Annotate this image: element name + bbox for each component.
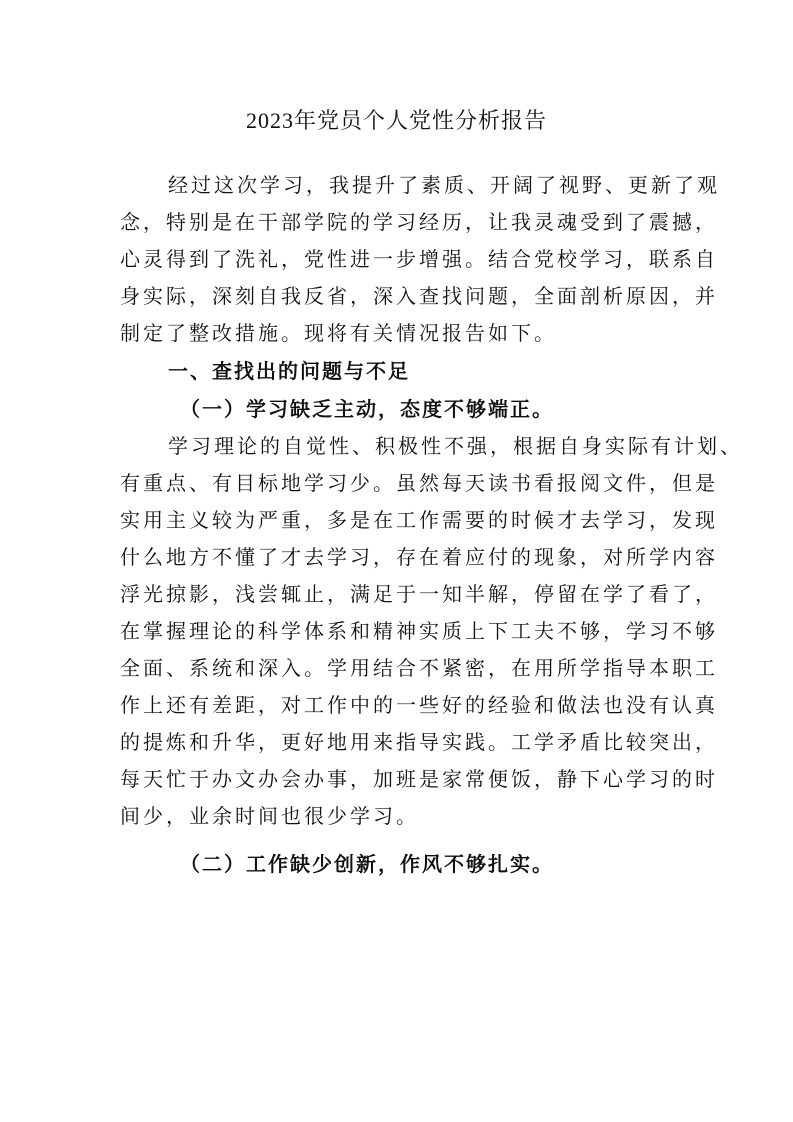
text-line: 作上还有差距，对工作中的一些好的经验和做法也没有认真 bbox=[120, 695, 718, 717]
text-line: 的提炼和升华，更好地用来指导实践。工学矛盾比较突出， bbox=[120, 732, 718, 754]
spacer bbox=[120, 836, 672, 846]
paragraph bbox=[120, 168, 720, 353]
text-line: 在掌握理论的科学体系和精神实质上下工夫不够，学习不够 bbox=[120, 621, 718, 643]
text-line: 学习理论的自觉性、积极性不强，根据自身实际有计划、 bbox=[168, 436, 743, 458]
text-line: 一、查找出的问题与不足 bbox=[168, 361, 410, 383]
document-body bbox=[120, 168, 743, 884]
section-heading bbox=[120, 353, 672, 391]
text-line: 心灵得到了洗礼，党性进一步增强。结合党校学习，联系自 bbox=[120, 249, 718, 271]
text-line: 全面、系统和深入。学用结合不紧密，在用所学指导本职工 bbox=[120, 658, 718, 680]
text-line: （一）学习缺乏主动，态度不够端正。 bbox=[180, 399, 554, 421]
text-line: 有重点、有目标地学习少。虽然每天读书看报阅文件，但是 bbox=[120, 473, 718, 495]
text-line: 每天忙于办文办会办事，加班是家常便饭，静下心学习的时 bbox=[120, 769, 718, 791]
subsection-heading bbox=[120, 391, 672, 429]
text-line: 间少，业余时间也很少学习。 bbox=[120, 806, 419, 828]
text-line: （二）工作缺少创新，作风不够扎实。 bbox=[180, 854, 554, 876]
text-line: 实用主义较为严重，多是在工作需要的时候才去学习，发现 bbox=[120, 510, 718, 532]
text-line: 念，特别是在干部学院的学习经历，让我灵魂受到了震撼， bbox=[120, 212, 718, 234]
text-line: 经过这次学习，我提升了素质、开阔了视野、更新了观 bbox=[168, 175, 720, 197]
text-line: 什么地方不懂了才去学习，存在着应付的现象，对所学内容 bbox=[120, 547, 718, 569]
document-title: 2023年党员个人党性分析报告 bbox=[245, 108, 547, 133]
subsection-heading bbox=[120, 846, 672, 884]
paragraph bbox=[120, 429, 743, 836]
text-line: 制定了整改措施。现将有关情况报告如下。 bbox=[120, 323, 557, 345]
text-line: 浮光掠影，浅尝辄止，满足于一知半解，停留在学了看了， bbox=[120, 584, 718, 606]
text-line: 身实际，深刻自我反省，深入查找问题，全面剖析原因，并 bbox=[120, 286, 718, 308]
